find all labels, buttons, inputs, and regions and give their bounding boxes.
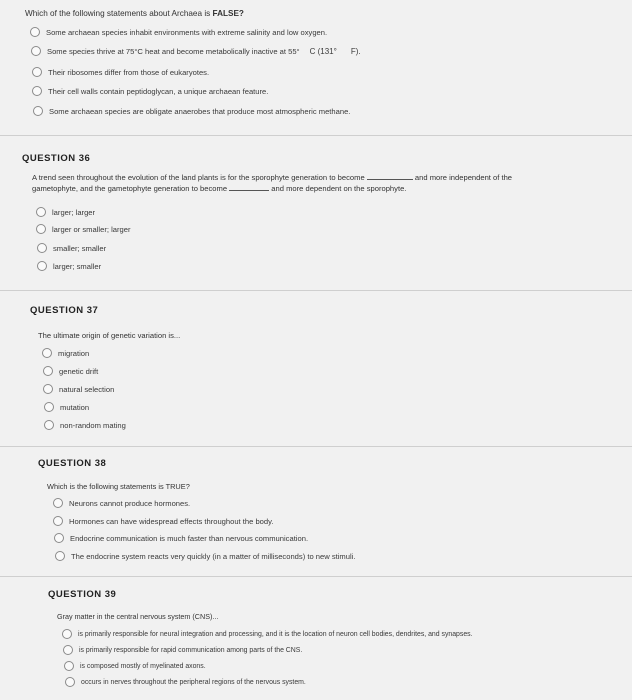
q36-option-1[interactable] [36,207,95,217]
section-divider [0,290,632,291]
question-37-title: QUESTION 37 [30,305,99,316]
radio-button[interactable] [37,243,47,253]
q36-prompt-text: gametophyte, and the gametophyte generation to become [32,184,228,193]
q35-prompt [25,8,244,19]
option-label: Endocrine communication is much faster than nervous communication. [70,533,309,543]
radio-button[interactable] [53,516,63,526]
option-label: is primarily responsible for rapid communication among parts of the CNS. [79,646,303,654]
q35-prompt-bold: FALSE? [212,9,244,18]
q35-prompt-text: Which of the following statements about Archaea is [25,9,213,18]
q37-option-4[interactable] [44,402,89,412]
q36-prompt-text: A trend seen throughout the evolution of the land plants is for the sporophyte generation to become [32,173,365,182]
option-label: mutation [60,402,90,412]
radio-button[interactable] [32,86,42,96]
handwritten-note: C (131° [309,46,337,56]
radio-button[interactable] [53,498,63,508]
option-label: Some species thrive at 75°C heat and become metabolically inactive at 55° [47,46,300,56]
question-39-title: QUESTION 39 [48,589,117,600]
q38-option-1[interactable] [53,498,190,508]
q37-prompt: The ultimate origin of genetic variation is... [38,331,181,340]
q37-option-1[interactable] [42,348,89,358]
option-label: Some archaean species inhabit environments with extreme salinity and low oxygen. [46,27,328,37]
q35-option-1[interactable] [30,27,327,37]
radio-button[interactable] [31,46,41,56]
q37-option-3[interactable] [43,384,114,394]
q35-option-3[interactable] [32,67,209,77]
q37-option-5[interactable] [44,420,126,430]
option-label: larger or smaller; larger [52,224,131,234]
option-label: larger; smaller [53,261,102,271]
section-divider [0,576,632,577]
radio-button[interactable] [44,402,54,412]
radio-button[interactable] [44,420,54,430]
q36-option-2[interactable] [36,224,131,234]
option-label: smaller; smaller [53,243,107,253]
handwritten-note: F). [350,46,361,56]
radio-button[interactable] [32,67,42,77]
section-divider [0,446,632,447]
option-label: larger; larger [52,207,96,217]
radio-button[interactable] [33,106,43,116]
option-label: Their cell walls contain peptidoglycan, a unique archaean feature. [48,86,269,96]
option-label: migration [58,348,90,358]
q38-option-4[interactable] [55,551,355,561]
answer-blank [367,171,413,180]
radio-button[interactable] [63,645,73,655]
option-label: Some archaean species are obligate anaerobes that produce most atmospheric methane. [49,106,351,116]
option-label: Hormones can have widespread effects throughout the body. [69,516,274,526]
q39-prompt: Gray matter in the central nervous system (CNS)... [57,612,219,621]
radio-button[interactable] [65,677,75,687]
q37-option-2[interactable] [43,366,98,376]
option-label: Neurons cannot produce hormones. [69,498,191,508]
radio-button[interactable] [55,551,65,561]
radio-button[interactable] [36,207,46,217]
section-divider [0,135,632,136]
q36-prompt-text: and more dependent on the sporophyte. [271,184,407,193]
radio-button[interactable] [54,533,64,543]
option-label: occurs in nerves throughout the peripheral regions of the nervous system. [81,678,306,686]
option-label: The endocrine system reacts very quickly (in a matter of milliseconds) to new stimuli. [71,551,356,561]
option-label: non-random mating [60,420,126,430]
radio-button[interactable] [62,629,72,639]
radio-button[interactable] [43,366,53,376]
q35-option-5[interactable] [33,106,350,116]
radio-button[interactable] [64,661,74,671]
radio-button[interactable] [42,348,52,358]
question-36-title: QUESTION 36 [22,153,91,164]
option-label: Their ribosomes differ from those of eukaryotes. [48,67,210,77]
q39-option-1[interactable] [62,629,473,639]
option-label: natural selection [59,384,115,394]
q39-option-3[interactable] [64,661,206,671]
q39-option-2[interactable] [63,645,302,655]
question-38-title: QUESTION 38 [38,458,107,469]
q38-option-3[interactable] [54,533,308,543]
q35-option-2[interactable] [31,46,361,56]
radio-button[interactable] [36,224,46,234]
q36-prompt-text: and more independent of the [414,173,513,182]
q38-prompt: Which is the following statements is TRUE? [47,482,190,491]
radio-button[interactable] [37,261,47,271]
answer-blank [229,182,269,191]
q39-option-4[interactable] [65,677,306,687]
q36-option-3[interactable] [37,243,106,253]
option-label: genetic drift [59,366,99,376]
option-label: is primarily responsible for neural integration and processing, and it is the location of neuron cell bodies, dendrites, and synapses. [78,630,473,638]
radio-button[interactable] [30,27,40,37]
radio-button[interactable] [43,384,53,394]
q36-prompt-line2 [32,182,406,194]
option-label: is composed mostly of myelinated axons. [80,662,206,670]
q35-option-4[interactable] [32,86,268,96]
q38-option-2[interactable] [53,516,273,526]
q36-option-4[interactable] [37,261,101,271]
